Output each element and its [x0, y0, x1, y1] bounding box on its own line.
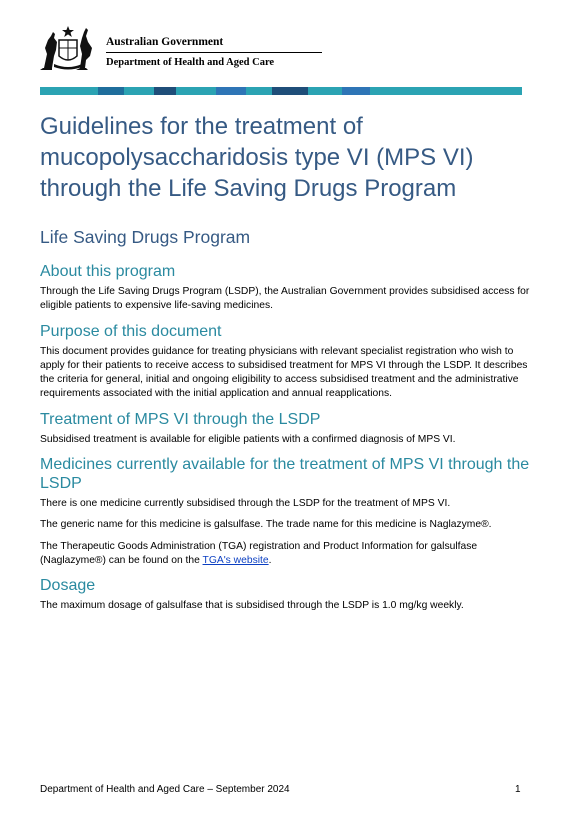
page-subtitle: Life Saving Drugs Program [40, 227, 251, 247]
paragraph: Through the Life Saving Drugs Program (LSDP), the Australian Government provides subsidised access for eligible patients to expensive life-saving medicines. [40, 286, 530, 312]
government-name: Australian Government [106, 36, 224, 48]
section-heading: Dosage [40, 577, 96, 595]
band-segment [272, 87, 308, 95]
section-heading: Medicines currently available for the treatment of MPS VI through the LSDP [40, 456, 530, 493]
footer-text: Department of Health and Aged Care – September 2024 [40, 784, 290, 795]
band-segment [154, 87, 176, 95]
band-segment [124, 87, 154, 95]
page-number: 1 [515, 784, 521, 795]
band-segment [370, 87, 522, 95]
government-logo [40, 24, 290, 72]
paragraph: Subsidised treatment is available for eligible patients with a confirmed diagnosis of MPS VI. [40, 433, 456, 445]
document-body [40, 262, 530, 622]
australian-coat-of-arms-icon [40, 24, 96, 70]
band-segment [308, 87, 342, 95]
section-medicines [40, 455, 530, 568]
paragraph: The maximum dosage of galsulfase that is subsidised through the LSDP is 1.0 mg/kg weekly. [40, 600, 464, 612]
section-treatment [40, 410, 530, 447]
paragraph: The generic name for this medicine is galsulfase. The trade name for this medicine is Naglazyme®. [40, 519, 492, 531]
band-segment [98, 87, 124, 95]
colour-band [40, 87, 522, 95]
band-segment [246, 87, 272, 95]
paragraph-text: . [268, 554, 272, 566]
department-name: Department of Health and Aged Care [106, 57, 275, 68]
band-segment [40, 87, 98, 95]
paragraph: This document provides guidance for treating physicians with relevant specialist registration who wish to apply for their patients to receive access to subsidised treatment for MPS VI through the LSDP. It describes the criteria for general, initial and ongoing eligibility to access subsidised treatment and the administrative requirements associated with the initial application and annual reapplications. [40, 345, 528, 400]
section-heading: About this program [40, 263, 176, 280]
section-about [40, 262, 530, 314]
section-heading: Purpose of this document [40, 322, 222, 340]
logo-divider [106, 52, 322, 53]
band-segment [342, 87, 370, 95]
tga-website-link[interactable]: TGA's website [202, 554, 269, 566]
section-dosage [40, 576, 530, 613]
section-purpose [40, 322, 530, 402]
section-heading: Treatment of MPS VI through the LSDP [40, 410, 321, 428]
paragraph-with-link [40, 540, 530, 569]
page-title: Guidelines for the treatment of mucopolysaccharidosis type VI (MPS VI) through the Life Saving Drugs Program [40, 113, 474, 202]
paragraph: There is one medicine currently subsidised through the LSDP for the treatment of MPS VI. [40, 498, 451, 510]
band-segment [176, 87, 216, 95]
paragraph-text: The Therapeutic Goods Administration (TGA) registration and Product Information for galsulfase (Naglazyme®) can be found on the [40, 540, 478, 566]
band-segment [216, 87, 246, 95]
